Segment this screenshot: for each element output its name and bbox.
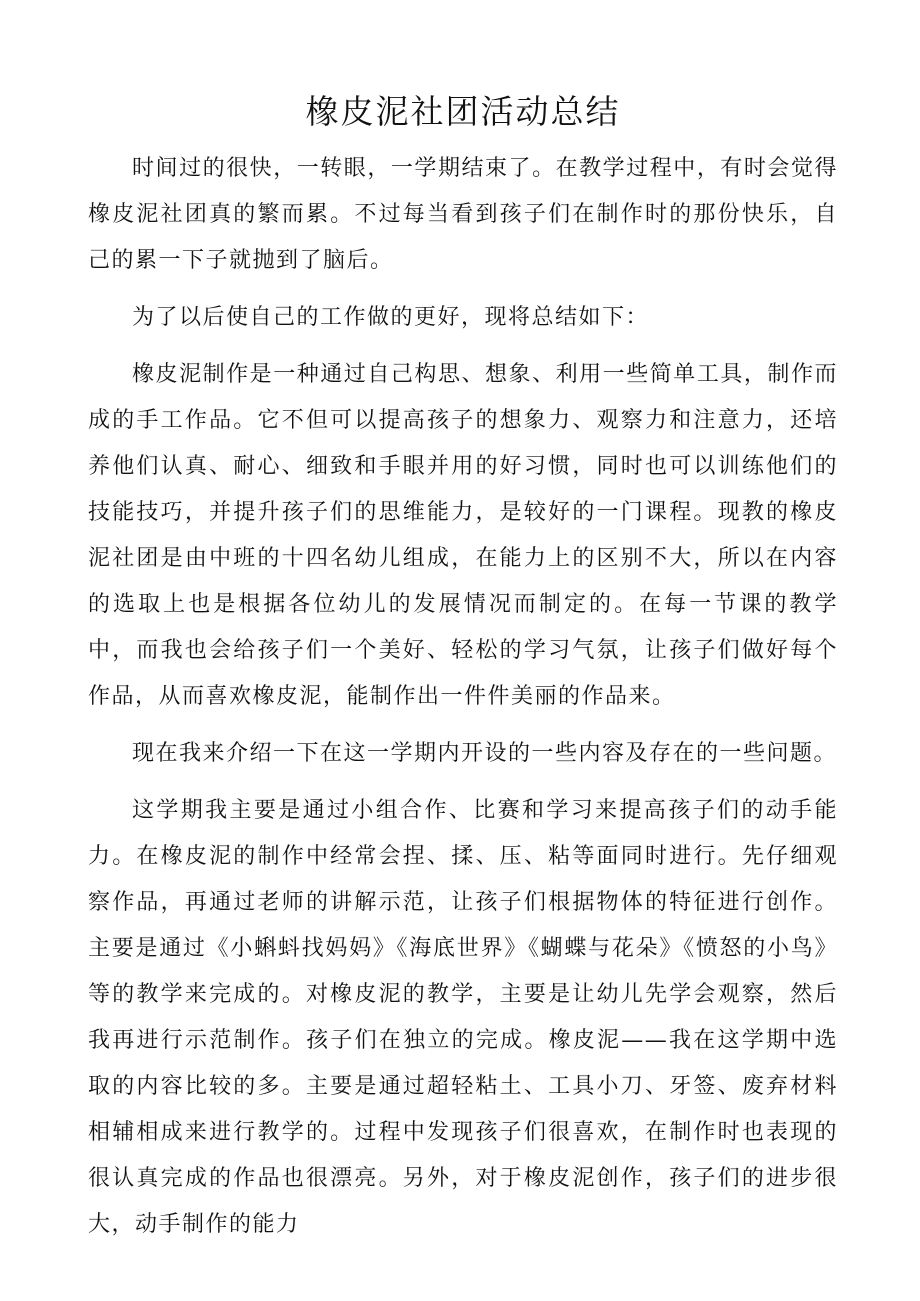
paragraph-content-intro: 现在我来介绍一下在这一学期内开设的一些内容及存在的一些问题。 <box>132 741 838 766</box>
document-title: 橡皮泥社团活动总结 <box>305 92 621 131</box>
paragraph-teaching-methods: 这学期我主要是通过小组合作、比赛和学习来提高孩子们的动手能力。在橡皮泥的制作中经常会捏、揉、压、粘等面同时进行。先仔细观察作品，再通过老师的讲解示范，让孩子们根据物体的特征进行创作。主要是通过《小蝌蚪找妈妈》《海底世界》《蝴蝶与花朵》《愤怒的小鸟》等的教学来完成的。对橡皮泥的教学，主要是让幼儿先学会观察，然后我再进行示范制作。孩子们在独立的完成。橡皮泥——我在这学期中选取的内容比较的多。主要是通过超轻粘土、工具小刀、牙签、废弃材料相辅相成来进行教学的。过程中发现孩子们很喜欢，在制作时也表现的很认真完成的作品也很漂亮。另外，对于橡皮泥创作，孩子们的进步很大，动手制作的能力 <box>88 798 838 1237</box>
paragraph-course-description: 橡皮泥制作是一种通过自己构思、想象、利用一些简单工具，制作而成的手工作品。它不但可以提高孩子的想象力、观察力和注意力，还培养他们认真、耐心、细致和手眼并用的好习惯，同时也可以训练他们的技能技巧，并提升孩子们的思维能力，是较好的一门课程。现教的橡皮泥社团是由中班的十四名幼儿组成，在能力上的区别不大，所以在内容的选取上也是根据各位幼儿的发展情况而制定的。在每一节课的教学中，而我也会给孩子们一个美好、轻松的学习气氛，让孩子们做好每个作品，从而喜欢橡皮泥，能制作出一件件美丽的作品来。 <box>88 362 838 709</box>
paragraph-summary-lead: 为了以后使自己的工作做的更好，现将总结如下： <box>132 305 650 330</box>
document-body <box>88 146 838 1248</box>
paragraph-intro: 时间过的很快，一转眼，一学期结束了。在教学过程中，有时会觉得橡皮泥社团真的繁而累。不过每当看到孩子们在制作时的那份快乐，自己的累一下子就抛到了脑后。 <box>88 156 838 273</box>
